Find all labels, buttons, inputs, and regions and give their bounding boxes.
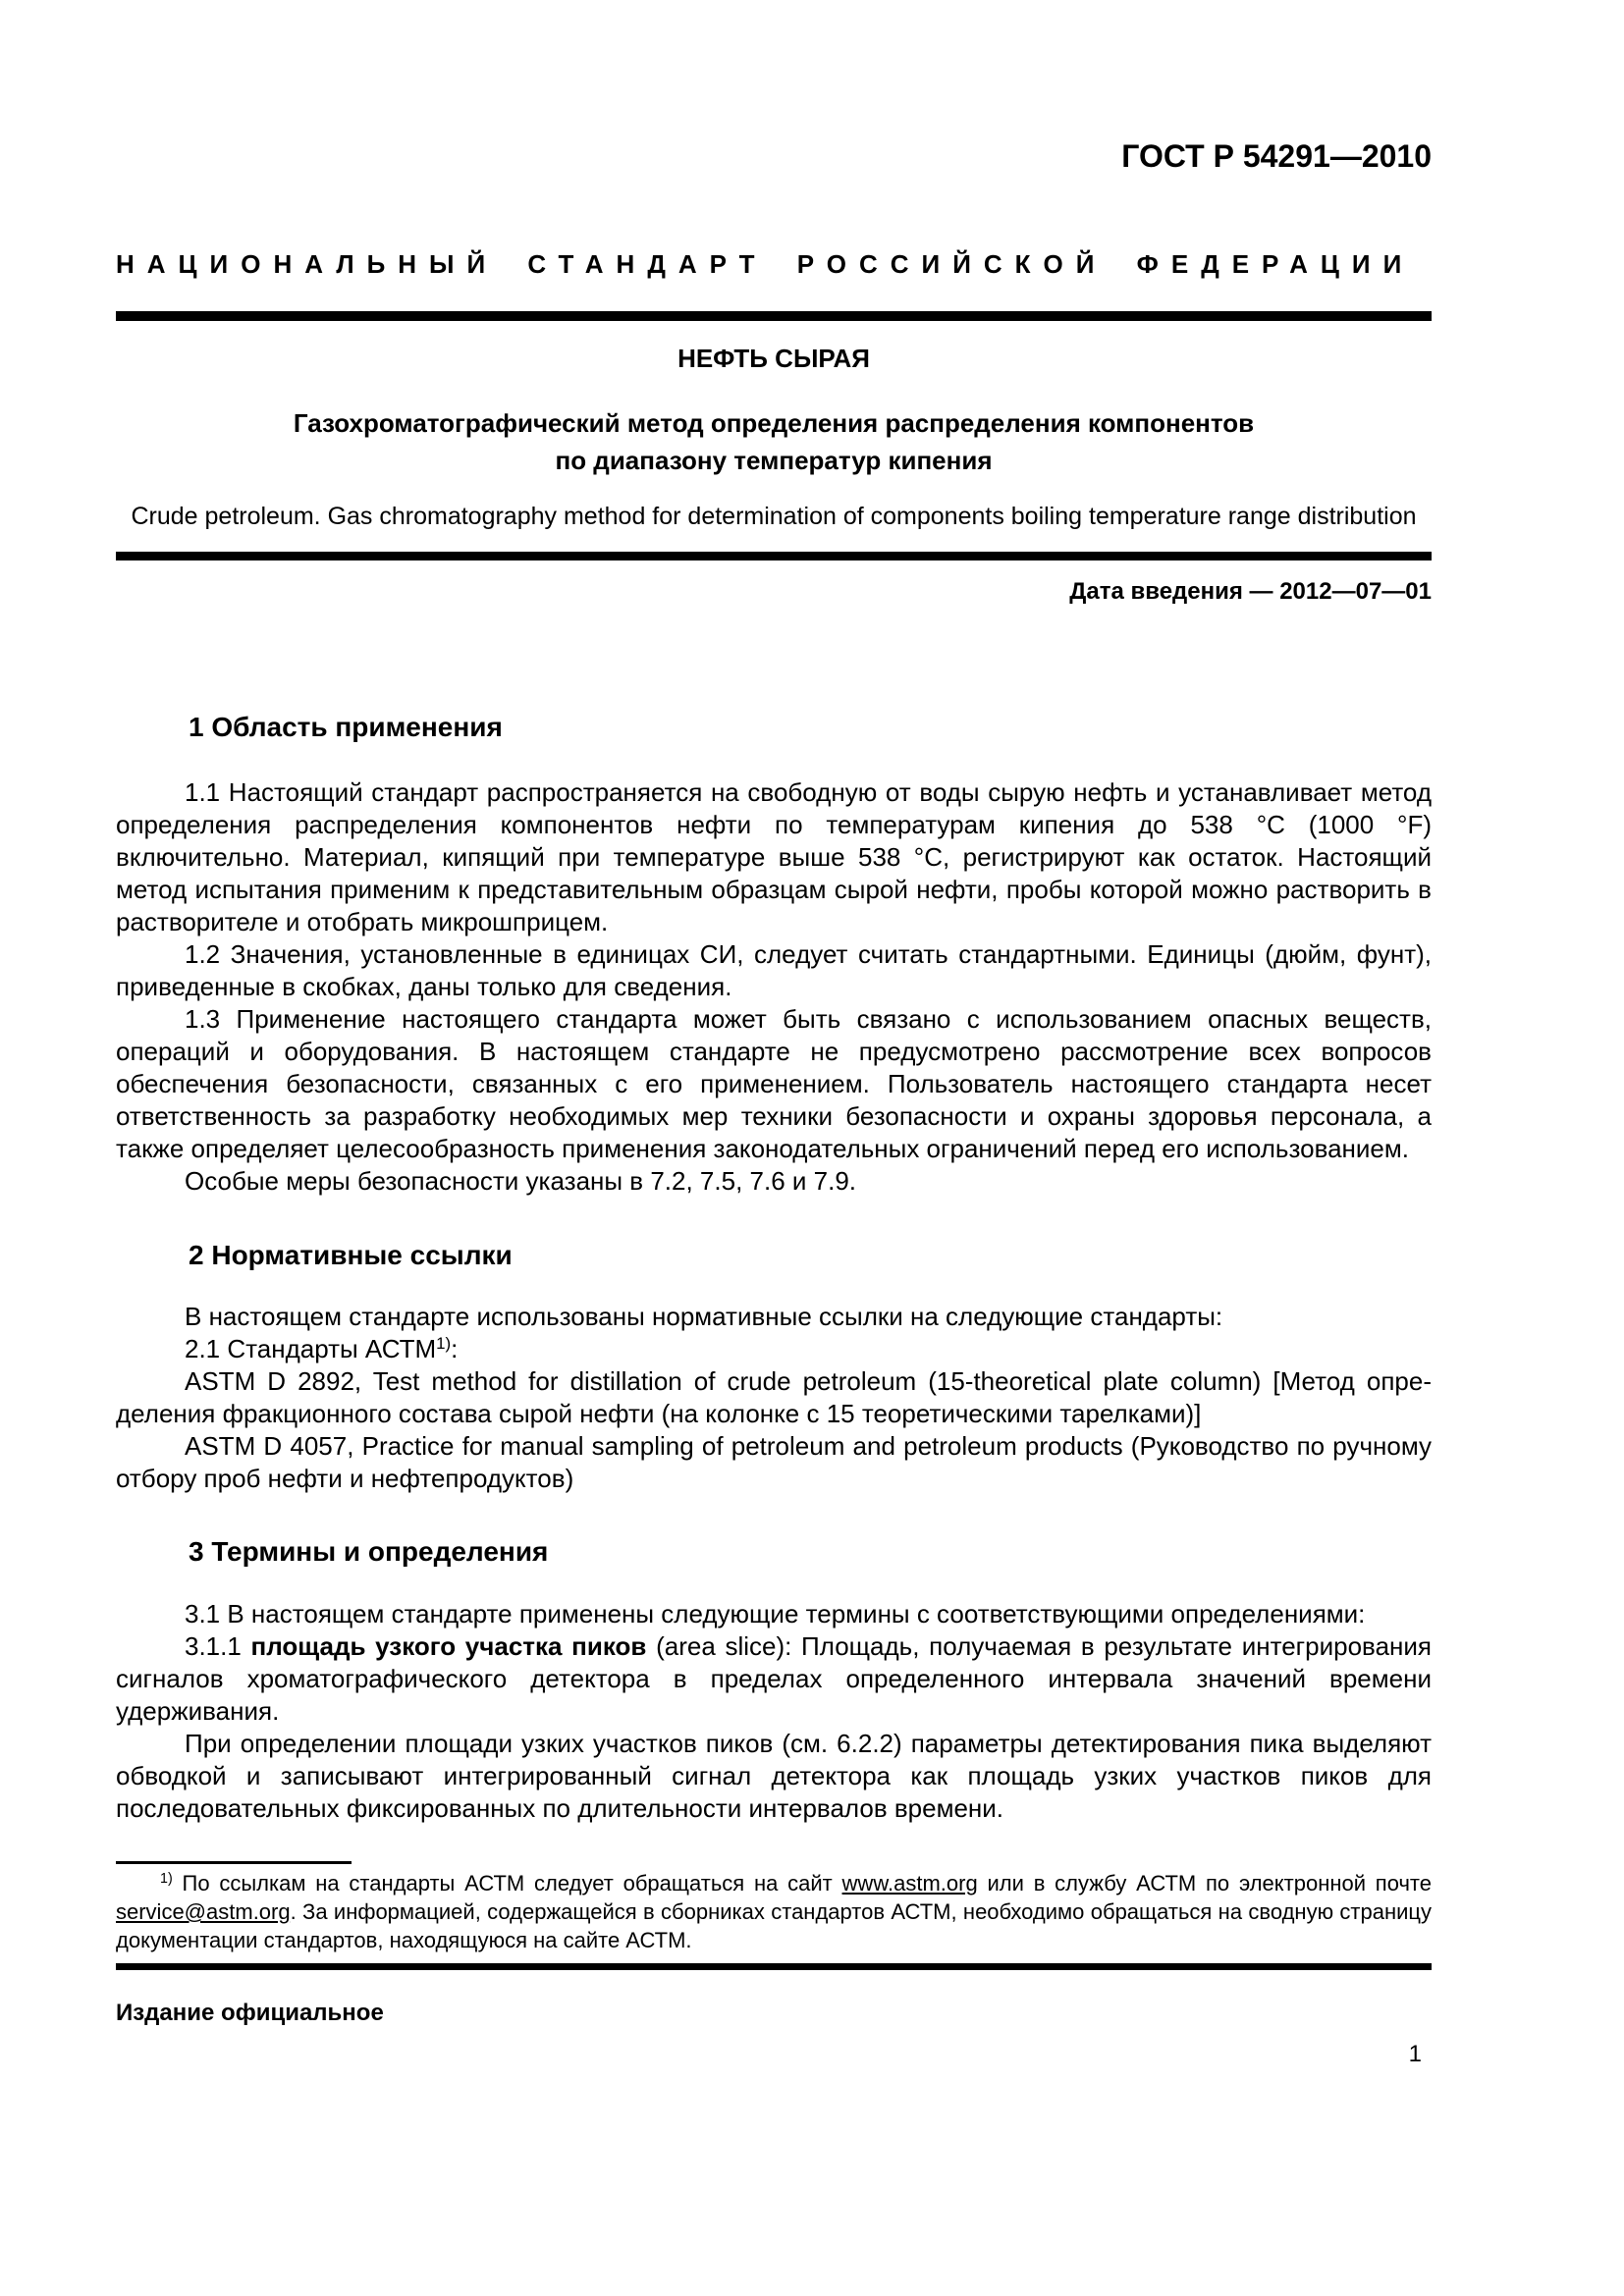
doc-subtitle	[116, 404, 1432, 479]
astm-standards-colon: :	[451, 1334, 459, 1363]
paragraph-2-intro: В настоящем стандарте использованы нормативные ссылки на следующие стандарты:	[185, 1302, 1223, 1331]
standard-banner: НАЦИОНАЛЬНЫЙ СТАНДАРТ РОССИЙСКОЙ ФЕДЕРАЦИИ	[116, 249, 1415, 279]
page-number: 1	[1408, 2041, 1422, 2067]
paragraph-1-3: 1.3 Применение настоящего стандарта может быть связано с использованием опасных веществ, операций и оборудования. В настоящем стандарте не предусмотрено рассмотрение всех вопросов обеспечения безопасности, связанных с его применением. Пользователь настоящего стандарта несет ответственность за разработку необходимых мер техники безопасности и охраны здоровья персонала, а также определяет целесообразность применения законодательных ограничений перед его использованием.	[116, 1004, 1432, 1163]
effective-date: Дата введения — 2012—07—01	[1069, 578, 1432, 605]
term-definition: (area slice): Площадь, получаемая в результате интегрирования сигналов хроматографического детектора в пределах определенного интервала значений времени удерживания.	[116, 1631, 1432, 1726]
footnote-text-3: . За информацией, содержащейся в сборниках стандартов АСТМ, необходимо обращаться на сводную страницу документации стандартов, находящуюся на сайте АСТМ.	[116, 1899, 1432, 1952]
doc-title-english: Crude petroleum. Gas chromatography method for determination of components boiling temperature range distribution	[131, 503, 1417, 530]
doc-subtitle-line1: Газохроматографический метод определения распределения компонентов	[293, 408, 1255, 438]
paragraph-2-1	[116, 1333, 1432, 1365]
doc-subtitle-line2: по диапазону температур кипения	[555, 446, 993, 475]
section-1-heading: 1 Область применения	[189, 712, 503, 742]
footnote-number: 1)	[160, 1871, 173, 1888]
astm-standards-label: 2.1 Стандарты АСТМ	[185, 1334, 437, 1363]
paragraph-1-1: 1.1 Настоящий стандарт распространяется на свободную от воды сырую нефть и устанавливает метод определения распределения компонентов нефти по температурам кипения до 538 °С (1000 °F) включительно. Материал, кипящий при температуре выше 538 °С, регистрируют как остаток. Настоящий метод испытания применим к представительным образцам сырой нефти, пробы которой можно растворить в растворителе и отобрать микрошприцем.	[116, 777, 1432, 936]
mid-divider-rule	[116, 552, 1432, 561]
footer-rule	[116, 1963, 1432, 1970]
paragraph-3-note: При определении площади узких участков пиков (см. 6.2.2) параметры детектирования пика выделяют обводкой и записывают интегрированный сигнал детектора как площадь узких участков пиков для последовательных фиксированных по длительности интервалов времени.	[116, 1729, 1432, 1823]
paragraph-astm-d2892: ASTM D 2892, Test method for distillation of crude petroleum (15-theoretical plate column) [Метод определения фракционного состава сырой нефти (на колонке с 15 теоретическими тарелками)]	[116, 1366, 1432, 1428]
edition-note: Издание официальное	[116, 2000, 384, 2026]
paragraph-3-1-1	[116, 1630, 1432, 1728]
term-number: 3.1.1	[185, 1631, 251, 1661]
section-2-heading: 2 Нормативные ссылки	[189, 1240, 513, 1270]
paragraph-1-safety: Особые меры безопасности указаны в 7.2, 7.5, 7.6 и 7.9.	[185, 1166, 856, 1196]
footnote-text-1: По ссылкам на стандарты АСТМ следует обращаться на сайт	[172, 1871, 842, 1896]
top-divider-rule	[116, 311, 1432, 321]
paragraph-3-1: 3.1 В настоящем стандарте применены следующие термины с соответствующими определениями:	[185, 1599, 1366, 1629]
section-3-heading: 3 Термины и определения	[189, 1536, 549, 1567]
footnote-text-2: или в службу АСТМ по электронной почте	[977, 1871, 1432, 1896]
astm-email-link[interactable]: service@astm.org	[116, 1899, 291, 1924]
astm-website-link[interactable]: www.astm.org	[841, 1871, 978, 1896]
footnote	[116, 1869, 1432, 1954]
doc-number: ГОСТ Р 54291—2010	[1121, 138, 1432, 174]
paragraph-astm-d4057: ASTM D 4057, Practice for manual sampling of petroleum and petroleum products (Руководство по ручному отбору проб нефти и нефтепродуктов)	[116, 1431, 1432, 1493]
footnote-separator-rule	[116, 1861, 352, 1864]
term-name: площадь узкого участка пиков	[250, 1631, 647, 1661]
footnote-reference-mark: 1)	[436, 1333, 452, 1353]
doc-title: НЕФТЬ СЫРАЯ	[677, 344, 870, 373]
paragraph-1-2: 1.2 Значения, установленные в единицах СИ, следует считать стандартными. Единицы (дюйм, фунт), приведенные в скобках, даны только для сведения.	[116, 939, 1432, 1001]
